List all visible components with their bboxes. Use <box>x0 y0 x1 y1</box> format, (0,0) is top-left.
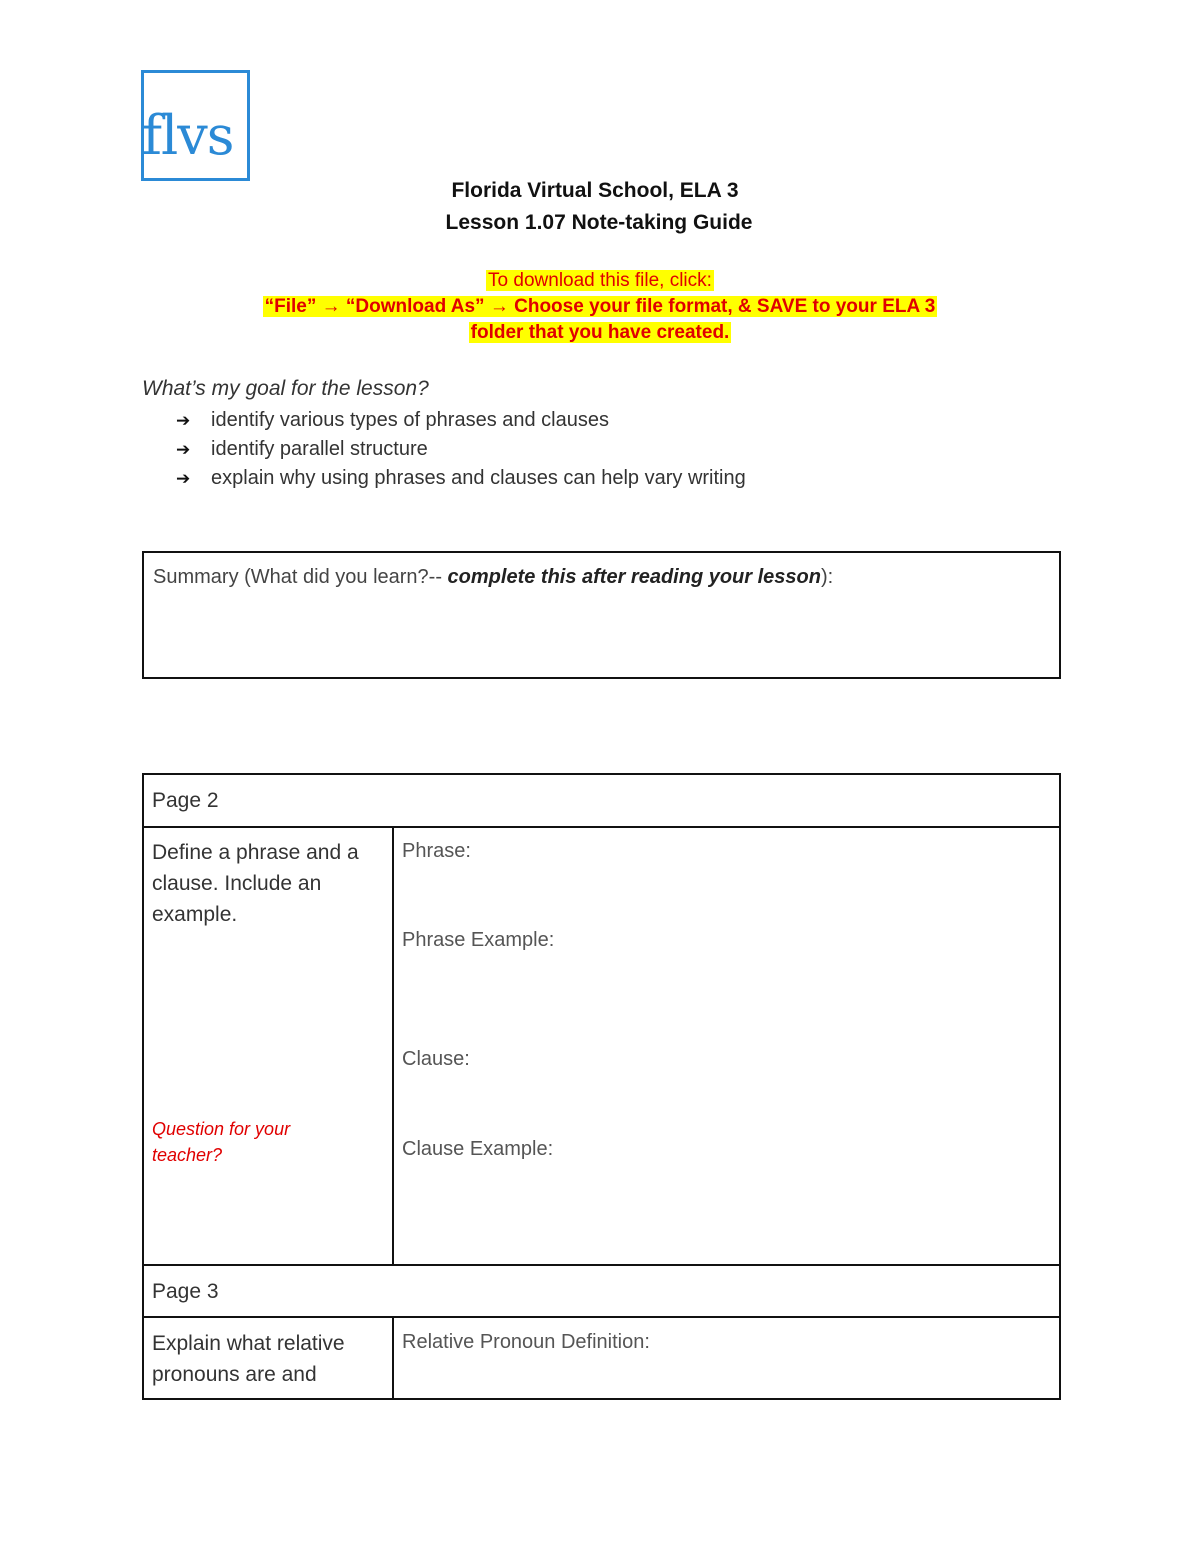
document-subtitle: Lesson 1.07 Note-taking Guide <box>445 211 753 234</box>
column-divider <box>392 1316 394 1400</box>
clause-field[interactable]: Clause: <box>402 1048 470 1070</box>
goal-item: ➔ identify various types of phrases and clauses <box>176 407 746 436</box>
clause-example-field[interactable]: Clause Example: <box>402 1138 554 1160</box>
download-instruction-2: “File” → “Download As” → Choose your file format, & SAVE to your ELA 3 <box>264 296 936 317</box>
page3-prompt: Explain what relative pronouns are and <box>152 1332 345 1386</box>
phrase-field[interactable]: Phrase: <box>402 840 471 862</box>
row-divider <box>144 1316 1059 1318</box>
phrase-example-field[interactable]: Phrase Example: <box>402 929 555 951</box>
goal-heading: What’s my goal for the lesson? <box>142 377 429 400</box>
goal-item: ➔ identify parallel structure <box>176 436 746 465</box>
download-instruction-3: folder that you have created. <box>470 322 730 343</box>
page2-label: Page 2 <box>152 789 219 812</box>
summary-label: Summary (What did you learn?-- complete this after reading your lesson): <box>153 566 834 588</box>
row-divider <box>144 1264 1059 1266</box>
flvs-logo <box>141 70 250 181</box>
arrow-icon: ➔ <box>176 469 191 488</box>
goal-list <box>176 407 746 494</box>
relative-pronoun-field[interactable]: Relative Pronoun Definition: <box>402 1331 650 1353</box>
download-instruction-1: To download this file, click: <box>488 270 712 291</box>
column-divider <box>392 826 394 1266</box>
summary-box[interactable] <box>142 551 1061 679</box>
arrow-icon: ➔ <box>176 440 191 459</box>
page2-prompt: Define a phrase and a clause. Include an example. <box>152 841 359 926</box>
logo-text: flvs <box>142 104 234 167</box>
page3-label: Page 3 <box>152 1280 219 1303</box>
goal-item: ➔ explain why using phrases and clauses can help vary writing <box>176 465 746 494</box>
arrow-icon: ➔ <box>176 411 191 430</box>
notes-table <box>142 773 1061 1400</box>
teacher-question: Question for your teacher? <box>152 1119 291 1165</box>
row-divider <box>144 826 1059 828</box>
document-title: Florida Virtual School, ELA 3 <box>451 179 739 202</box>
